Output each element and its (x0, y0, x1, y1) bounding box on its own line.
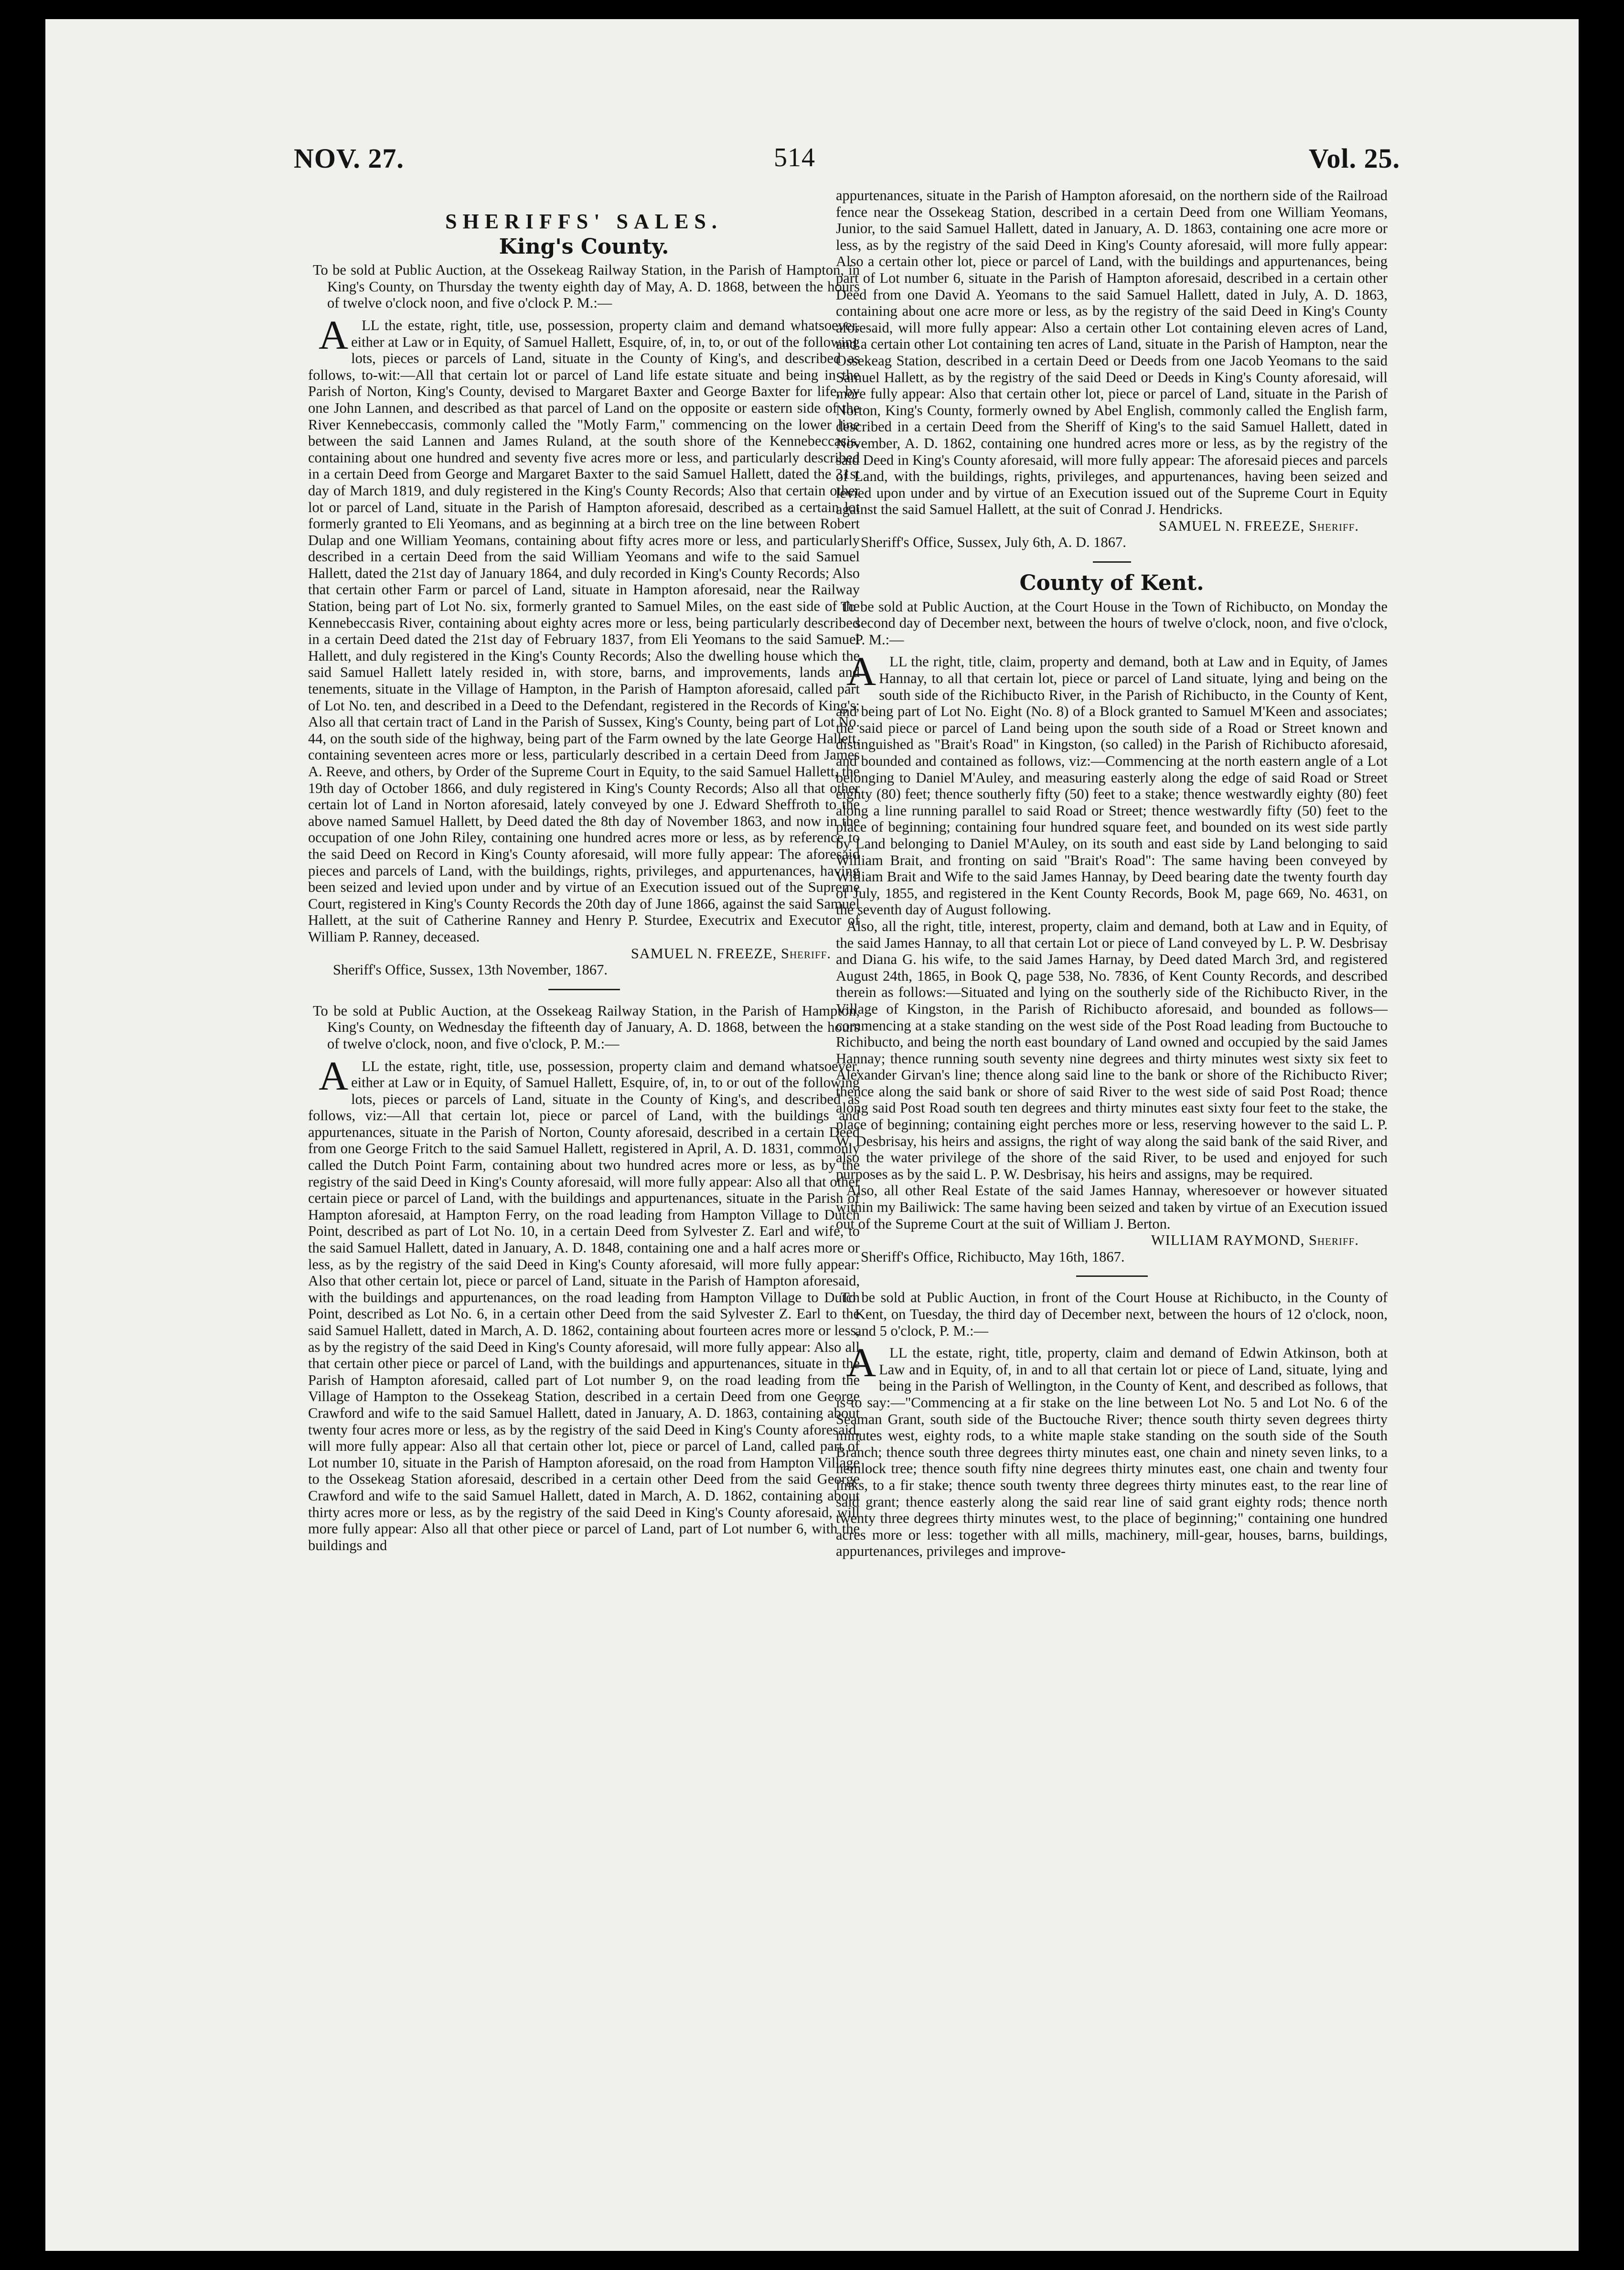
section-title: SHERIFFS' SALES. (445, 210, 723, 233)
notice2-office: Sheriff's Office, Sussex, July 6th, A. D. 1867. (861, 534, 1126, 551)
divider (548, 989, 620, 990)
left-column (308, 208, 860, 1553)
notice3-body-2: Also, all the right, title, interest, property, claim and demand, both at Law and in Equity, of the said James Hannay, to all that certain Lot or piece of Land conveyed by L. P. W. Desbrisay and Diana G. his wife, to the said James Harnay, by Deed dated March 3rd, and registered August 24th, 1865, in Book Q, page 538, No. 7836, of Kent County Records, and described therein as follows:—Situated and lying on the southerly side of the Richibucto River, in the Village of Kingston, in the Parish of Richibucto aforesaid, and bounded as follows—commencing at a stake standing on the west side of the Post Road leading from Buctouche to Richibucto, and being the north east boundary of Land owned and occupied by the said James Hannay; thence running south seventy nine degrees and thirty minutes west sixty six feet to Alexander Girvan's line; thence along said line to the bank or shore of the Richibucto River; thence along the said bank or shore of said River to the west side of said Post Road; thence along said Post Road south ten degrees and thirty minutes east sixty four feet to the stake, the place of beginning; containing eight perches more or less, reserving however to the said L. P. W. Desbrisay, his heirs and assigns, the right of way along the said bank of the said River, and also the water privilege of the shore of the said River, to be used and enjoyed for such purposes as by the said L. P. W. Desbrisay, his heirs and assigns, may be required. (836, 918, 1388, 1182)
notice4-body: ALL the estate, right, title, property, claim and demand of Edwin Atkinson, both at Law and in Equity, of, in and to all that certain lot or piece of Land, situate, lying and being in the Parish of Wellington, in the County of Kent, and described as follows, that is to say:—"Commencing at a fir stake on the line between Lot No. 5 and Lot No. 6 of the Seaman Grant, south side of the Buctouche River; thence south thirty seven degrees thirty minutes west, eighty rods, to a white maple stake standing on the south side of the South Branch; thence south three degrees thirty minutes east, one chain and ninety seven links, to a hemlock tree; thence south fifty nine degrees thirty minutes east, one chain and twenty four links, to a fir stake; thence south twenty three degrees thirty minutes east, to the rear line of said grant; thence easterly along the said rear line of said grant eighty rods; thence north twenty three degrees thirty minutes west, to the place of beginning;" containing one hundred acres more or less: together with all mills, machinery, mill-gear, houses, barns, buildings, appurtenances, privileges and improve- (836, 1339, 1388, 1560)
county-heading-kent: County of Kent. (1019, 571, 1204, 596)
notice1-body: ALL the estate, right, title, use, possession, property claim and demand whatsoever, either at Law or in Equity, of Samuel Hallett, Esquire, of, in, to, or out of the following lots, pieces or parcels of Land, situate in the County of King's, and described as follows, to-wit:—All that certain lot or parcel of Land life estate situate and being in the Parish of Norton, King's County, devised to Margaret Baxter and George Baxter for life, by one John Lannen, and described as that parcel of Land on the opposite or eastern side of the River Kennebeccasis, commonly called the "Motly Farm," commencing on the lower line between the said Lannen and James Ruland, at the south shore of the Kennebeccasis, containing about one hundred and seventy five acres more or less, and particularly described in a certain Deed from George and Margaret Baxter to the said Samuel Hallett, dated the 31st day of March 1819, and duly registered in the King's County Records; Also that certain other lot or parcel of Land, situate in the Parish of Hampton aforesaid, described as a certain lot formerly granted to Eli Yeomans, and as beginning at a birch tree on the line between Robert Dulap and one William Yeomans, containing about fifty acres more or less, and particularly described in a certain Deed from the said William Yeomans and wife to the said Samuel Hallett, dated the 21st day of January 1864, and duly recorded in King's County Records; Also that certain other Farm or parcel of Land, situate in Hampton aforesaid, near the Railway Station, being part of Lot No. six, formerly granted to Samuel Miles, on the east side of the Kennebeccasis River, containing about eighty acres more or less, being particularly described in a certain Deed dated the 21st day of February 1837, from Eli Yeomans to the said Samuel Hallett, and duly registered in the King's County Records; Also the dwelling house which the said Samuel Hallett lately resided in, with store, barns, and improvements, lands and tenements, situate in the Village of Hampton, in the Parish of Hampton aforesaid, called part of Lot No. ten, and described in a Deed to the Defendant, registered in the Records of King's; Also all that certain tract of Land in the Parish of Sussex, King's County, being part of Lot No. 44, on the south side of the highway, being part of the Farm owned by the late George Hallett, containing seventeen acres more or less, particularly described in a certain Deed from James A. Reeve, and others, by Order of the Supreme Court in Equity, to the said Samuel Hallett, the 19th day of October 1866, and duly registered in King's County Records; Also all that other certain lot of Land in Norton aforesaid, lately conveyed by one J. Edward Sheffroth to the above named Samuel Hallett, by Deed dated the 8th day of November 1863, and now in the occupation of one John Riley, containing one hundred acres more or less, as by reference to the said Deed on Record in King's County aforesaid, will more fully appear: The aforesaid pieces and parcels of Land, with the buildings, rights, privileges, and appurtenances, having been seized and levied upon under and by virtue of an Execution issued out of the Supreme Court, registered in King's County Records the 20th day of June 1866, against the said Samuel Hallett, at the suit of Catherine Ranney and Henry P. Sturdee, Executrix and Executor of William P. Ranney, deceased. (308, 311, 860, 945)
notice1-intro: To be sold at Public Auction, at the Ossekeag Railway Station, in the Parish of Hampton, in King's County, on Thursday the twenty eighth day of May, A. D. 1868, between the hours of twelve o'clock noon, and five o'clock P. M.:— (313, 262, 860, 311)
notice2-intro: To be sold at Public Auction, at the Ossekeag Railway Station, in the Parish of Hampton, King's County, on Wednesday the fifteenth day of January, A. D. 1868, between the hours of twelve o'clock, noon, and five o'clock, P. M.:— (313, 1002, 860, 1052)
right-column (836, 187, 1388, 1560)
volume-number: Vol. 25. (1309, 143, 1400, 174)
notice3-signature: WILLIAM RAYMOND, Sheriff. (1151, 1232, 1359, 1249)
notice1-signature: SAMUEL N. FREEZE, Sheriff. (630, 945, 831, 962)
notice4-intro: To be sold at Public Auction, in front of the Court House at Richibucto, in the County of Kent, on Tuesday, the third day of December next, between the hours of 12 o'clock, noon, and 5 o'clock, P. M.:— (841, 1289, 1388, 1339)
divider (1093, 561, 1131, 563)
newspaper-page (45, 19, 1579, 2251)
issue-date: NOV. 27. (294, 143, 404, 174)
notice3-office: Sheriff's Office, Richibucto, May 16th, 1867. (861, 1248, 1125, 1265)
notice3-body-3: Also, all other Real Estate of the said James Hannay, wheresoever or however situated within my Bailiwick: The same having been seized and taken by virtue of an Execution issued out of the Supreme Court at the suit of William J. Berton. (836, 1182, 1388, 1232)
notice3-body: ALL the right, title, claim, property and demand, both at Law and in Equity, of James Hannay, to all that certain lot, piece or parcel of Land situate, lying and being on the south side of the Richibucto River, in the Parish of Richibucto, in the County of Kent, and being part of Lot No. Eight (No. 8) of a Block granted to Samuel M'Keen and associates; the said piece or parcel of Land being upon the south side of a Road or Street known and distinguished as "Brait's Road" in Kingston, (so called) in the Parish of Richibucto aforesaid, and bounded and contained as follows, viz:—Commencing at the north eastern angle of a Lot belonging to Daniel M'Auley, and measuring easterly along the edge of said Road or Street eighty (80) feet; thence southerly fifty (50) feet to a stake; thence westwardly eighty (80) feet along a line running parallel to said Road or Street; thence westwardly fifty (50) feet to the place of beginning; containing four hundred square feet, and bounded on its west side partly by Land belonging to Daniel M'Auley, on its south and east side by Land belonging to said William Brait, and fronting on said "Brait's Road": The same having been conveyed by William Brait and Wife to the said James Hannay, by Deed bearing date the twenty fourth day of July, 1855, and registered in the Kent County Records, Book M, page 669, No. 4631, on the seventh day of August following. (836, 648, 1388, 918)
notice3-intro: To be sold at Public Auction, at the Court House in the Town of Richibucto, on Monday the second day of December next, between the hours of twelve o'clock, noon, and five o'clock, P. M.:— (841, 598, 1388, 648)
notice2-signature: SAMUEL N. FREEZE, Sheriff. (1158, 517, 1359, 534)
page-number: 514 (774, 143, 815, 172)
notice2-body: ALL the estate, right, title, use, possession, property claim and demand whatsoever, either at Law or in Equity, of Samuel Hallett, Esquire, of, in, to or out of the following lots, pieces or parcels of Land, situate in the County of King's, and described as follows, viz:—All that certain lot, piece or parcel of Land, with the buildings and appurtenances, situate in the Parish of Norton, County aforesaid, described in a certain Deed from one George Fritch to the said Samuel Hallett, registered in April, A. D. 1831, commonly called the Dutch Point Farm, containing about two hundred acres more or less, as by the registry of the said Deed in King's County aforesaid, will more fully appear: Also all that other certain piece or parcel of Land, with the buildings and appurtenances, situate in the Parish of Hampton aforesaid, at Hampton Ferry, on the road leading from Hampton Village to Dutch Point, described as part of Lot No. 10, in a certain Deed from Sylvester Z. Earl and wife, to the said Samuel Hallett, dated in January, A. D. 1848, containing one and a half acres more or less, as by the registry of the said Deed in King's County aforesaid, will more fully appear: Also that other certain lot, piece or parcel of Land, situate in the Parish of Hampton aforesaid, with the buildings and appurtenances, on the road leading from Hampton Village to Dutch Point, described as Lot No. 6, in a certain other Deed from the said Sylvester Z. Earl to the said Samuel Hallett, dated in March, A. D. 1862, containing about fourteen acres more or less, as by the registry of the said Deed in King's County aforesaid, will more fully appear: Also all that certain other piece or parcel of Land, with the buildings and appurtenances, situate in the Parish of Hampton aforesaid, called part of Lot number 9, on the road leading from the Village of Hampton to the Ossekeag Station, described in a certain Deed from one George Crawford and wife to the said Samuel Hallett, dated in January, A. D. 1863, containing about twenty four acres more or less, as by the registry of the said Deed in King's County aforesaid, will more fully appear: Also all that certain other lot, piece or parcel of Land, called part of Lot number 10, situate in the Parish of Hampton aforesaid, on the road from Hampton Village to the Ossekeag Station aforesaid, described in a certain other Deed from the said George Crawford and wife to the said Samuel Hallett, dated in March, A. D. 1862, containing about thirty acres more or less, as by the registry of the said Deed in King's County aforesaid, will more fully appear: Also all that other piece or parcel of Land, part of Lot number 6, with the buildings and (308, 1052, 860, 1553)
county-heading-kings: King's County. (499, 234, 669, 259)
notice1-office: Sheriff's Office, Sussex, 13th November, 1867. (333, 962, 608, 978)
divider (1076, 1275, 1148, 1277)
notice2-continuation: appurtenances, situate in the Parish of Hampton aforesaid, on the northern side of the Railroad fence near the Ossekeag Station, described in a certain Deed from one William Yeomans, Junior, to the said Samuel Hallett, dated in January, A. D. 1863, containing one acre more or less, as by the registry of the said Deed in King's County aforesaid, will more fully appear: Also a certain other lot, piece or parcel of Land, with the buildings and appurtenances, being part of Lot number 6, situate in the Parish of Hampton aforesaid, described in a certain other Deed from one David A. Yeomans to the said Samuel Hallett, dated in July, A. D. 1863, containing about one acre more or less, as by the registry of the said Deed in King's County aforesaid, will more fully appear: Also a certain other Lot containing eleven acres of Land, and a certain other Lot containing ten acres of Land, situate in the Parish of Hampton, near the Ossekeag Station, described in a certain Deed or Deeds from one Jacob Yeomans to the said Samuel Hallett, as by the registry of the said Deed or Deeds in King's County aforesaid, will more fully appear: Also that certain other lot, piece or parcel of Land, situate in the Parish of Norton, King's County, formerly owned by Abel English, commonly called the English farm, described in a certain Deed from the Sheriff of King's to the said Samuel Hallett, dated in November, A. D. 1862, containing one hundred acres more or less, as by the registry of the said Deed in King's County aforesaid, will more fully appear: The aforesaid pieces and parcels of Land, with the buildings, rights, privileges, and appurtenances, having been seized and levied upon under and by virtue of an Execution issued out of the Supreme Court in Equity against the said Samuel Hallett, at the suit of Conrad J. Hendricks. (836, 187, 1388, 518)
